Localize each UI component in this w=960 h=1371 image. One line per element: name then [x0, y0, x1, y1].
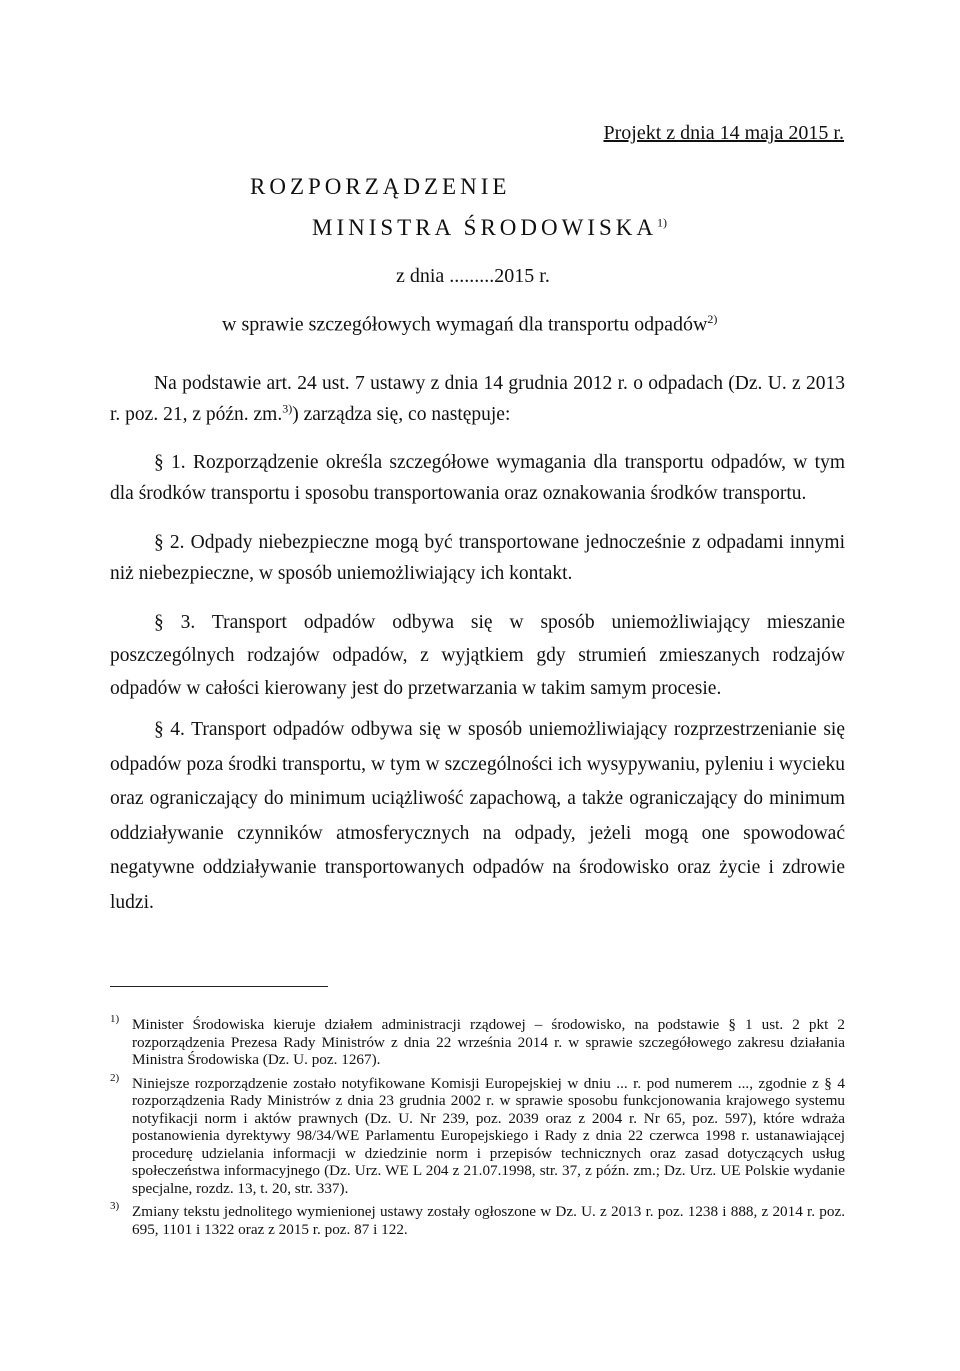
project-date-note: Projekt z dnia 14 maja 2015 r. — [603, 122, 844, 144]
preamble-text-before: Na podstawie art. 24 ust. 7 ustawy z dnia 14 grudnia 2012 r. o odpadach (Dz. U. z 2013 r. poz. 21, z późn. zm. — [110, 373, 845, 425]
footnote-3 — [110, 1200, 845, 1238]
paragraph-text: Odpady niebezpieczne mogą być transportowane jednocześnie z odpadami innymi niż niebezpieczne, w sposób uniemożliwiający ich kontakt. — [110, 532, 846, 584]
paragraph-marker: § 2. — [154, 532, 185, 553]
paragraph-2 — [110, 527, 845, 589]
footnote-text: Minister Środowiska kieruje działem administracji rządowej – środowisko, na podstawie § 1 ust. 2 pkt 2 rozporządzenia Prezesa Rady Ministrów z dnia 22 września 2014 r. w sprawie szczegółowego zakresu działania Ministra Środowiska (Dz. U. poz. 1267). — [132, 1016, 845, 1068]
footnote-text: Zmiany tekstu jednolitego wymienionej ustawy zostały ogłoszone w Dz. U. z 2013 r. poz. 1238 i 888, z 2014 r. poz. 695, 1101 i 1322 oraz z 2015 r. poz. 87 i 122. — [132, 1203, 845, 1238]
paragraph-marker: § 3. — [154, 612, 196, 633]
footnotes-section — [110, 1013, 845, 1244]
paragraph-4 — [110, 713, 845, 920]
footnote-separator — [110, 986, 328, 987]
footnote-ref-2[interactable]: 2) — [707, 312, 718, 326]
footnote-ref-3[interactable]: 3) — [282, 401, 293, 416]
paragraph-1 — [110, 447, 845, 509]
footnote-1 — [110, 1013, 845, 1069]
footnote-number: 1 ) — [110, 1011, 119, 1029]
document-date: z dnia .........2015 r. — [396, 265, 550, 287]
footnote-2 — [110, 1071, 845, 1198]
preamble — [110, 368, 845, 430]
paragraph-marker: § 4. — [154, 719, 185, 740]
document-type-heading: ROZPORZĄDZENIE — [250, 174, 511, 199]
footnote-text: Niniejsze rozporządzenie zostało notyfikowane Komisji Europejskiej w dniu ... r. pod numerem ..., zgodnie z § 4 rozporządzenia Rady Ministrów z dnia 23 grudnia 2002 r. w sprawie sposobu funkcjonowania krajowego systemu notyfikacji norm i aktów prawnych (Dz. U. Nr 239, poz. 2039 oraz z 2004 r. Nr 65, poz. 597), które wdraża postanowienia dyrektywy 98/34/WE Parlamentu Europejskiego i Rady z dnia 22 czerwca 1998 r. ustanawiającej procedurę udzielania informacji w dziedzinie norm i przepisów technicznych oraz zasad dotyczących usług społeczeństwa informacyjnego (Dz. Urz. WE L 204 z 21.07.1998, str. 37, z późn. zm.; Dz. Urz. UE Polskie wydanie specjalne, rozdz. 13, t. 20, str. 337). — [132, 1074, 845, 1197]
issuer-heading — [312, 215, 667, 241]
footnote-ref-1[interactable]: 1) — [657, 215, 667, 230]
paragraph-text: Transport odpadów odbywa się w sposób uniemożliwiający mieszanie poszczególnych rodzajów odpadów, z wyjątkiem gdy strumień zmieszanych rodzajów odpadów w całości kierowany jest do przetwarzania w takim samym procesie. — [110, 612, 845, 699]
issuer-name: MINISTRA ŚRODOWISKA — [312, 215, 657, 240]
footnote-number: 2 ) — [110, 1070, 119, 1088]
paragraph-marker: § 1. — [154, 452, 186, 473]
subject-text: w sprawie szczegółowych wymagań dla transportu odpadów — [222, 313, 708, 336]
document-subject — [222, 312, 717, 337]
paragraph-3 — [110, 606, 845, 705]
paragraph-text: Transport odpadów odbywa się w sposób uniemożliwiający rozprzestrzenianie się odpadów poza środki transportu, w tym w szczególności ich wysypywaniu, pyleniu i wycieku oraz ograniczający do minimum uciążliwość zapachową, a także ograniczający do minimum oddziaływanie czynników atmosferycznych na odpady, jeżeli mogą one spowodować negatywne oddziaływanie transportowanych odpadów na środowisko oraz życie i zdrowie ludzi. — [110, 719, 846, 913]
paragraph-text: Rozporządzenie określa szczegółowe wymagania dla transportu odpadów, w tym dla środków transportu i sposobu transportowania oraz oznakowania środków transportu. — [110, 452, 845, 504]
footnote-number: 3 ) — [110, 1198, 119, 1216]
preamble-text-after: ) zarządza się, co następuje: — [292, 404, 511, 425]
